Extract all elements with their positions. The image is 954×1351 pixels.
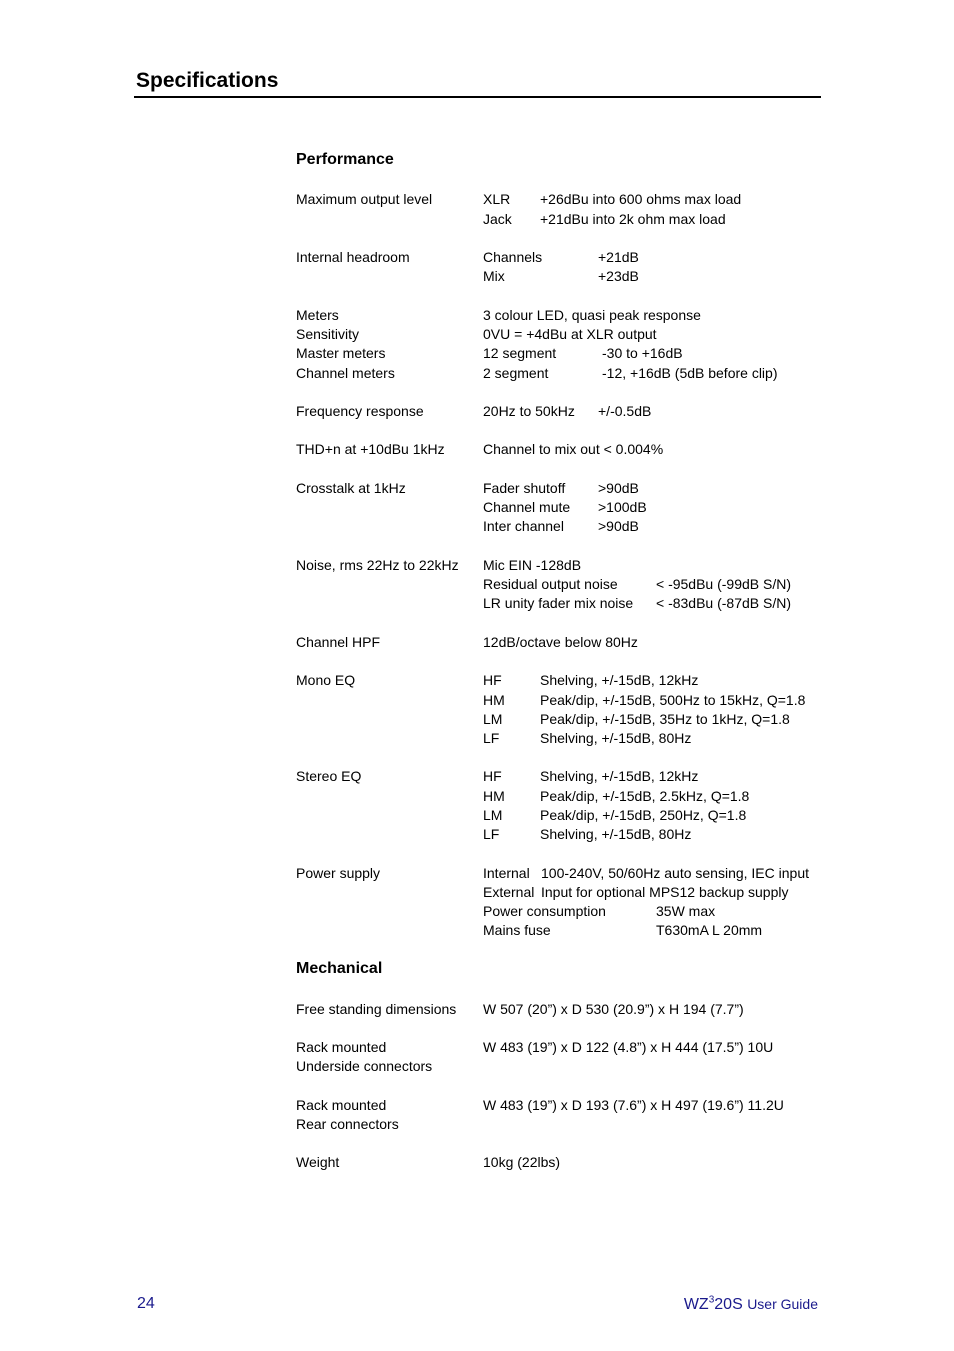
spec-key: External xyxy=(483,884,535,900)
spec-value: >90dB xyxy=(598,480,639,496)
spec-label-weight: Weight xyxy=(296,1154,340,1170)
spec-label-crosstalk: Crosstalk at 1kHz xyxy=(296,480,406,496)
spec-value: T630mA L 20mm xyxy=(656,922,763,938)
spec-value: Shelving, +/-15dB, 12kHz xyxy=(540,672,699,688)
spec-value: 12dB/octave below 80Hz xyxy=(483,634,638,650)
spec-value: +26dBu into 600 ohms max load xyxy=(540,191,742,207)
spec-key: HF xyxy=(483,768,502,784)
spec-label-free-standing: Free standing dimensions xyxy=(296,1001,457,1017)
spec-key: HM xyxy=(483,692,505,708)
spec-key: HM xyxy=(483,788,505,804)
spec-value: -12, +16dB (5dB before clip) xyxy=(602,365,778,381)
spec-key: Mix xyxy=(483,268,505,284)
spec-key: 12 segment xyxy=(483,345,557,361)
spec-key: Residual output noise xyxy=(483,576,618,592)
spec-value: W 507 (20”) x D 530 (20.9”) x H 194 (7.7”) xyxy=(483,1001,744,1017)
spec-label-mono-eq: Mono EQ xyxy=(296,672,356,688)
spec-label-frequency: Frequency response xyxy=(296,403,424,419)
spec-key: Fader shutoff xyxy=(483,480,566,496)
spec-label-rack-mounted: Rack mounted xyxy=(296,1039,387,1055)
spec-key: Mains fuse xyxy=(483,922,551,938)
spec-value: 100-240V, 50/60Hz auto sensing, IEC input xyxy=(541,865,810,881)
spec-key: LF xyxy=(483,730,500,746)
product-suffix: 20S xyxy=(714,1296,743,1313)
spec-label-rack-mounted: Rack mounted xyxy=(296,1097,387,1113)
spec-value: 0VU = +4dBu at XLR output xyxy=(483,326,657,342)
spec-label-rear-connectors: Rear connectors xyxy=(296,1116,399,1132)
spec-key: Inter channel xyxy=(483,518,564,534)
spec-label-channel-meters: Channel meters xyxy=(296,365,395,381)
title-rule xyxy=(134,96,821,98)
spec-value: >100dB xyxy=(598,499,647,515)
spec-key: LM xyxy=(483,711,503,727)
spec-value: W 483 (19”) x D 193 (7.6”) x H 497 (19.6”) 11.2U xyxy=(483,1097,784,1113)
performance-heading: Performance xyxy=(296,151,394,168)
spec-value: >90dB xyxy=(598,518,639,534)
spec-value: Peak/dip, +/-15dB, 250Hz, Q=1.8 xyxy=(540,807,747,823)
page-title: Specifications xyxy=(136,69,279,92)
spec-label-thd: THD+n at +10dBu 1kHz xyxy=(296,441,445,457)
spec-label-power: Power supply xyxy=(296,865,381,881)
spec-value: Peak/dip, +/-15dB, 500Hz to 15kHz, Q=1.8 xyxy=(540,692,806,708)
spec-value: -30 to +16dB xyxy=(602,345,683,361)
spec-key: Channels xyxy=(483,249,543,265)
spec-value: +23dB xyxy=(598,268,639,284)
spec-label-hpf: Channel HPF xyxy=(296,634,381,650)
spec-value: Input for optional MPS12 backup supply xyxy=(541,884,789,900)
spec-value: Shelving, +/-15dB, 80Hz xyxy=(540,826,692,842)
product-superscript: 3 xyxy=(708,1294,715,1306)
spec-value: 3 colour LED, quasi peak response xyxy=(483,307,701,323)
page-number: 24 xyxy=(137,1295,155,1312)
product-prefix: WZ xyxy=(683,1296,709,1313)
spec-label-noise: Noise, rms 22Hz to 22kHz xyxy=(296,557,459,573)
spec-label-sensitivity: Sensitivity xyxy=(296,326,360,342)
spec-key: HF xyxy=(483,672,502,688)
spec-value: Channel to mix out < 0.004% xyxy=(483,441,664,457)
spec-value: Shelving, +/-15dB, 12kHz xyxy=(540,768,699,784)
spec-label-stereo-eq: Stereo EQ xyxy=(296,768,362,784)
spec-value: Mic EIN -128dB xyxy=(483,557,582,573)
spec-label-headroom: Internal headroom xyxy=(296,249,410,265)
spec-label-meters: Meters xyxy=(296,307,339,323)
spec-key: Internal xyxy=(483,865,530,881)
spec-value: 35W max xyxy=(656,903,716,919)
spec-value: 10kg (22lbs) xyxy=(483,1154,561,1170)
spec-key: XLR xyxy=(483,191,511,207)
spec-value: 20Hz to 50kHz xyxy=(483,403,575,419)
user-guide-label: User Guide xyxy=(747,1296,818,1312)
spec-value: +21dBu into 2k ohm max load xyxy=(540,211,726,227)
spec-label-underside-connectors: Underside connectors xyxy=(296,1058,433,1074)
spec-value: Peak/dip, +/-15dB, 35Hz to 1kHz, Q=1.8 xyxy=(540,711,790,727)
spec-key: Power consumption xyxy=(483,903,606,919)
spec-key: LR unity fader mix noise xyxy=(483,595,634,611)
spec-value: Peak/dip, +/-15dB, 2.5kHz, Q=1.8 xyxy=(540,788,750,804)
spec-value: W 483 (19”) x D 122 (4.8”) x H 444 (17.5”) 10U xyxy=(483,1039,774,1055)
footer-product-title xyxy=(684,1293,818,1316)
spec-key: 2 segment xyxy=(483,365,549,381)
mechanical-heading: Mechanical xyxy=(296,960,383,977)
spec-value: < -95dBu (-99dB S/N) xyxy=(656,576,792,592)
spec-key: Jack xyxy=(483,211,512,227)
spec-value: +/-0.5dB xyxy=(598,403,652,419)
spec-label-max-output: Maximum output level xyxy=(296,191,433,207)
spec-label-master-meters: Master meters xyxy=(296,345,386,361)
spec-value: < -83dBu (-87dB S/N) xyxy=(656,595,792,611)
spec-key: LF xyxy=(483,826,500,842)
spec-key: LM xyxy=(483,807,503,823)
spec-value: +21dB xyxy=(598,249,639,265)
spec-key: Channel mute xyxy=(483,499,571,515)
spec-value: Shelving, +/-15dB, 80Hz xyxy=(540,730,692,746)
